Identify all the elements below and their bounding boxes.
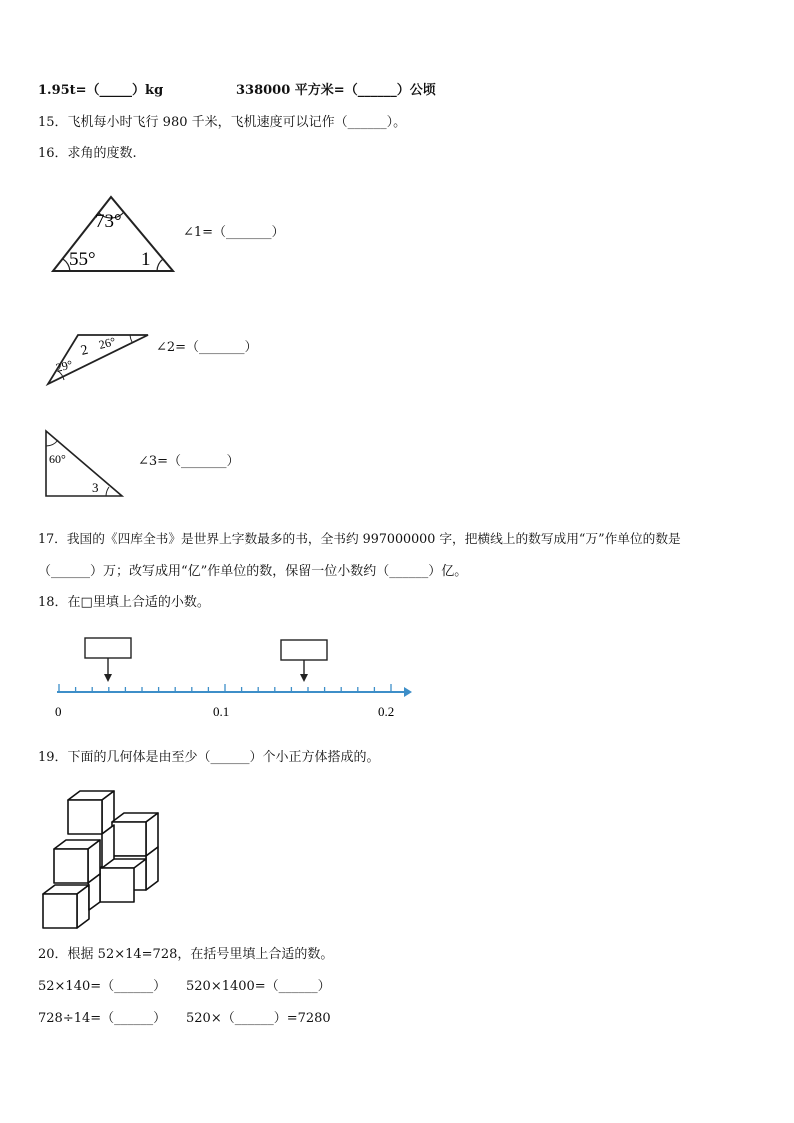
triangle-1-figure: [45, 185, 180, 280]
tri1-top-angle-label: 73°: [95, 211, 122, 232]
cube-stack-figure: [40, 788, 165, 933]
q20-r2c1: 728÷14=（______）: [38, 1011, 167, 1026]
q19-text: 19．下面的几何体是由至少（______）个小正方体搭成的。: [38, 750, 380, 765]
answer-box-2[interactable]: [281, 640, 327, 660]
tri3-60-label: 60°: [49, 452, 66, 466]
tri2-26-label: 26°: [97, 334, 118, 352]
triangle-2-figure: [44, 330, 154, 390]
q15-text: 15．飞机每小时飞行 980 千米，飞机速度可以记作（______）。: [38, 115, 407, 130]
tick-label-0-1: 0.1: [213, 704, 230, 719]
tri3-angle-3-label: 3: [92, 480, 99, 495]
q14-left-text: 1.95t=（_____）kg: [38, 83, 164, 98]
angle-1-answer: ∠1=（_______）: [183, 225, 285, 240]
q14-right-text: 338000 平方米=（______）公顷: [236, 83, 436, 98]
angle-3-answer: ∠3=（_______）: [138, 454, 240, 469]
tri2-angle-2-label: 2: [79, 342, 90, 359]
q20-r2c2: 520×（______）=7280: [186, 1011, 331, 1026]
triangle-3-figure: [42, 428, 127, 500]
tri2-29-label: 29°: [54, 357, 75, 375]
q20-r1c2: 520×1400=（______）: [186, 979, 331, 994]
answer-box-1[interactable]: [85, 638, 131, 658]
number-line-ticks: [59, 684, 391, 692]
q16-title: 16．求角的度数.: [38, 146, 137, 161]
q18-title: 18．在□里填上合适的小数。: [38, 595, 210, 610]
q20-title: 20．根据 52×14=728，在括号里填上合适的数。: [38, 947, 334, 962]
tick-label-0-2: 0.2: [378, 704, 395, 719]
tick-label-0: 0: [55, 704, 62, 719]
tri1-left-angle-label: 55°: [69, 249, 96, 270]
tri1-right-angle-label: 1: [141, 249, 151, 270]
q20-r1c1: 52×140=（______）: [38, 979, 167, 994]
q17-line-1: 17．我国的《四库全书》是世界上字数最多的书，全书约 997000000 字，把横线上的数写成用“万”作单位的数是: [38, 531, 681, 546]
q17-line-2: （______）万；改写成用“亿”作单位的数，保留一位小数约（______）亿。: [38, 564, 468, 579]
angle-2-answer: ∠2=（_______）: [156, 340, 258, 355]
number-line-figure: [40, 630, 420, 722]
